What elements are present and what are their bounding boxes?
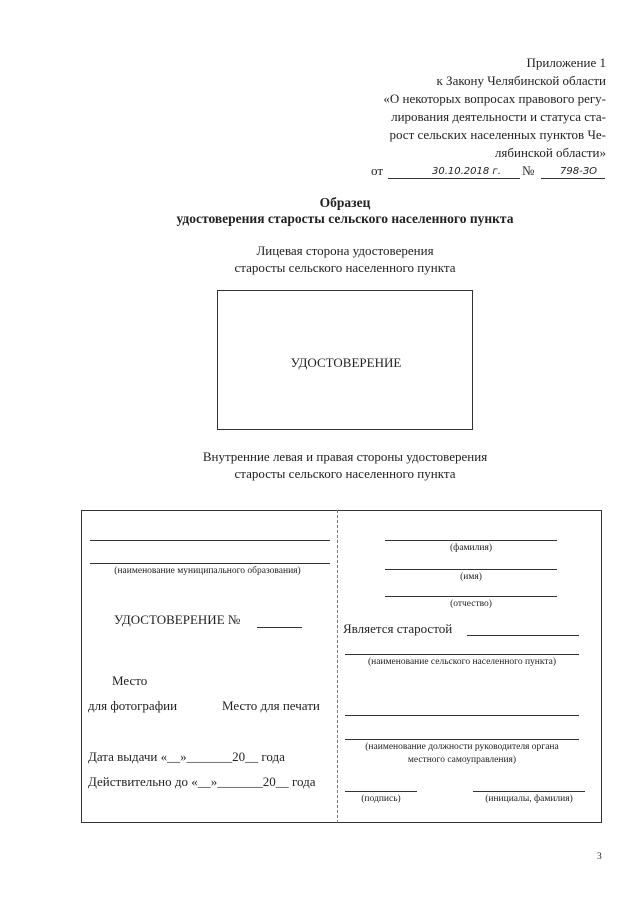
- inner-heading-1: Внутренние левая и правая стороны удостоверения: [202, 449, 488, 464]
- settlement-caption: (наименование сельского населенного пункта): [367, 657, 557, 667]
- inner-heading-2: старосты сельского населенного пункта: [234, 466, 456, 481]
- certificate-label: УДОСТОВЕРЕНИЕ №: [114, 612, 241, 627]
- front-heading-1: Лицевая сторона удостоверения: [256, 243, 434, 258]
- initials-caption: (инициалы, фамилия): [485, 794, 573, 804]
- patronymic-caption: (отчество): [450, 599, 492, 609]
- signature-caption: (подпись): [361, 794, 401, 804]
- inner-card-fold: [337, 510, 338, 823]
- name-line: [385, 569, 557, 570]
- number-value: 798-ЗО: [560, 166, 597, 177]
- photo-place-line-2: для фотографии: [88, 698, 178, 713]
- municipality-line-1: [90, 540, 330, 541]
- appendix-line-2: к Закону Челябинской области: [436, 73, 606, 88]
- surname-line: [385, 540, 557, 541]
- valid-until: Действительно до «__»_______20__ года: [88, 774, 316, 789]
- position-caption-2: местного самоуправления): [407, 755, 517, 765]
- municipality-caption: (наименование муниципального образования): [114, 566, 301, 576]
- date-value: 30.10.2018 г.: [432, 166, 501, 177]
- surname-caption: (фамилия): [450, 543, 492, 553]
- certificate-number-line: [257, 627, 302, 628]
- appendix-line-6: лябинской области»: [494, 145, 606, 160]
- title-line-2: удостоверения старосты сельского населенного пункта: [176, 211, 514, 226]
- municipality-line-2: [90, 563, 330, 564]
- number-line: [541, 178, 605, 179]
- position-line-1: [345, 715, 579, 716]
- from-label: от: [371, 163, 384, 178]
- front-card: [217, 290, 473, 430]
- front-heading-2: старосты сельского населенного пункта: [234, 260, 456, 275]
- page-number: 3: [597, 852, 602, 862]
- is-headman-line: [467, 635, 579, 636]
- initials-line: [473, 791, 585, 792]
- signature-line: [345, 791, 417, 792]
- title-line-1: Образец: [319, 195, 371, 210]
- patronymic-line: [385, 596, 557, 597]
- position-caption-1: (наименование должности руководителя органа: [365, 742, 559, 752]
- issue-date: Дата выдачи «__»_______20__ года: [88, 749, 285, 764]
- number-label: №: [522, 163, 535, 178]
- stamp-place: Место для печати: [222, 698, 320, 713]
- settlement-line: [345, 654, 579, 655]
- appendix-line-1: Приложение 1: [526, 55, 606, 70]
- appendix-line-3: «О некоторых вопросах правового регу-: [383, 91, 606, 106]
- appendix-line-4: лирования деятельности и статуса ста-: [391, 109, 606, 124]
- front-card-text: УДОСТОВЕРЕНИЕ: [290, 355, 402, 370]
- photo-place-line-1: Место: [112, 673, 148, 688]
- date-line: [388, 178, 520, 179]
- is-headman-label: Является старостой: [343, 621, 453, 636]
- name-caption: (имя): [460, 572, 482, 582]
- position-line-2: [345, 739, 579, 740]
- appendix-line-5: рост сельских населенных пунктов Че-: [389, 127, 606, 142]
